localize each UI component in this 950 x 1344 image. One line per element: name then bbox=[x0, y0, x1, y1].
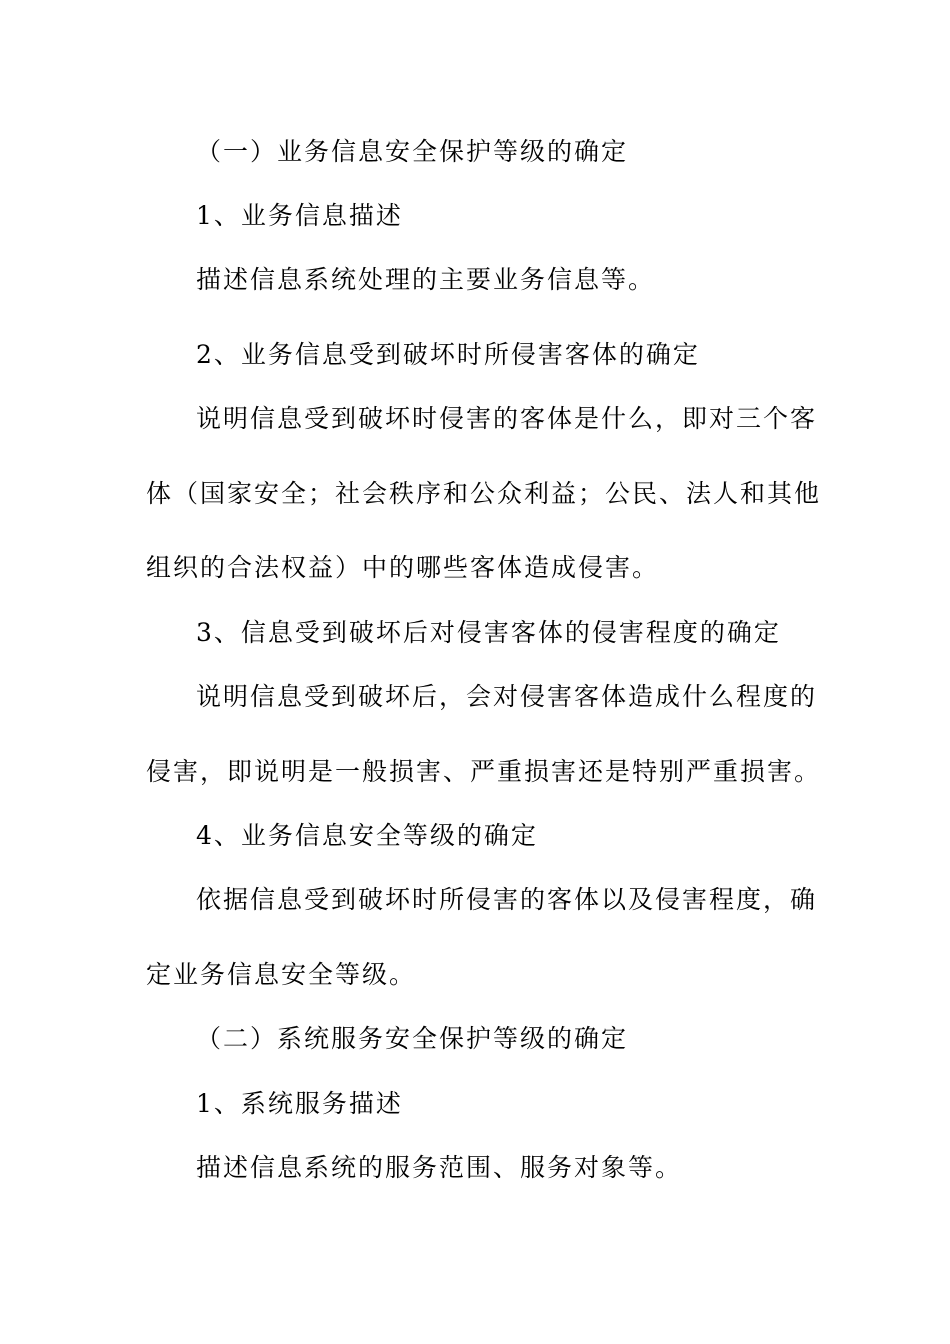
section-1-title: （一）业务信息安全保护等级的确定 bbox=[196, 137, 629, 166]
section-1-item-1-heading: 1、业务信息描述 bbox=[196, 201, 403, 230]
section-2-item-1-text: 描述信息系统的服务范围、服务对象等。 bbox=[196, 1153, 683, 1182]
section-1-item-3-text-line-1: 说明信息受到破坏后，会对侵害客体造成什么程度的 bbox=[196, 682, 818, 711]
section-2-title: （二）系统服务安全保护等级的确定 bbox=[196, 1024, 629, 1053]
section-1-item-3-text-line-2: 侵害，即说明是一般损害、严重损害还是特别严重损害。 bbox=[146, 757, 822, 786]
section-1-item-2-text-line-3: 组织的合法权益）中的哪些客体造成侵害。 bbox=[146, 553, 660, 582]
section-1-item-2-text-line-2: 体（国家安全；社会秩序和公众利益；公民、法人和其他 bbox=[146, 479, 822, 508]
section-1-item-3-heading: 3、信息受到破坏后对侵害客体的侵害程度的确定 bbox=[196, 618, 781, 647]
section-1-item-4-text-line-2: 定业务信息安全等级。 bbox=[146, 960, 417, 989]
section-1-item-2-heading: 2、业务信息受到破坏时所侵害客体的确定 bbox=[196, 340, 700, 369]
section-2-item-1-heading: 1、系统服务描述 bbox=[196, 1089, 403, 1118]
section-1-item-2-text-line-1: 说明信息受到破坏时侵害的客体是什么，即对三个客 bbox=[196, 404, 818, 433]
section-1-item-4-text-line-1: 依据信息受到破坏时所侵害的客体以及侵害程度，确 bbox=[196, 885, 818, 914]
section-1-item-4-heading: 4、业务信息安全等级的确定 bbox=[196, 821, 538, 850]
section-1-item-1-text: 描述信息系统处理的主要业务信息等。 bbox=[196, 265, 656, 294]
